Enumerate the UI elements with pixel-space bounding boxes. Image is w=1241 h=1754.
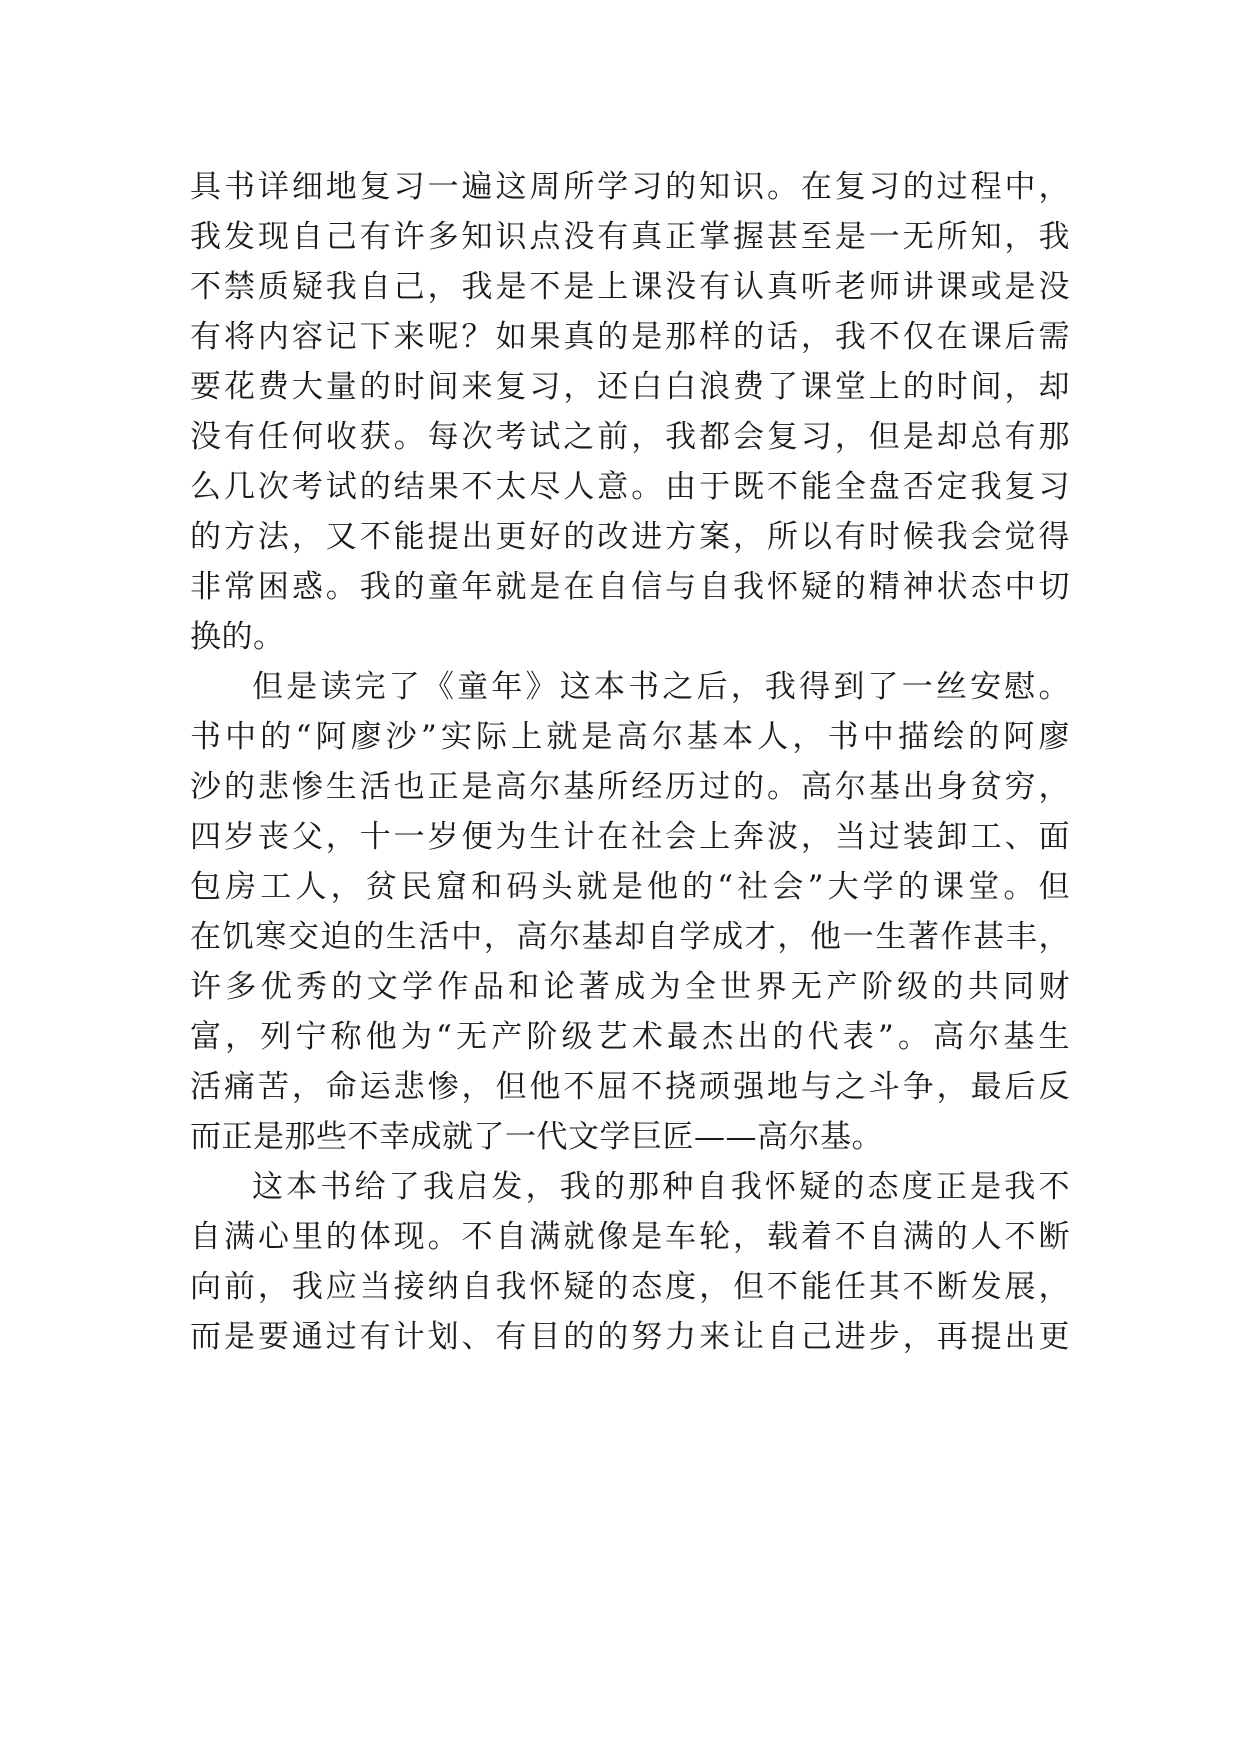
text-line: 具书详细地复习一遍这周所学习的知识。在复习的过程中， <box>190 169 1070 205</box>
text-line: 非常困惑。我的童年就是在自信与自我怀疑的精神状态中切 <box>190 569 1070 605</box>
text-line: 在饥寒交迫的生活中，高尔基却自学成才，他一生著作甚丰， <box>190 919 1070 955</box>
text-line: 活痛苦，命运悲惨，但他不屈不挠顽强地与之斗争，最后反 <box>190 1069 1070 1105</box>
text-line: 而正是那些不幸成就了一代文学巨匠——高尔基。 <box>190 1119 883 1155</box>
text-line: 的方法，又不能提出更好的改进方案，所以有时候我会觉得 <box>190 519 1070 555</box>
paragraph-start-line: 但是读完了《童年》这本书之后，我得到了一丝安慰。 <box>252 669 1070 705</box>
text-line: 不禁质疑我自己，我是不是上课没有认真听老师讲课或是没 <box>190 269 1070 305</box>
text-line: 四岁丧父，十一岁便为生计在社会上奔波，当过装卸工、面 <box>190 819 1070 855</box>
text-line: 我发现自己有许多知识点没有真正掌握甚至是一无所知，我 <box>190 219 1070 255</box>
text-line: 有将内容记下来呢？如果真的是那样的话，我不仅在课后需 <box>190 319 1070 355</box>
text-line: 换的。 <box>190 619 285 655</box>
essay-body <box>190 162 1070 1362</box>
text-line: 自满心里的体现。不自满就像是车轮，载着不自满的人不断 <box>190 1219 1070 1255</box>
text-line: 而是要通过有计划、有目的的努力来让自己进步，再提出更 <box>190 1319 1070 1355</box>
paragraph-start-line: 这本书给了我启发，我的那种自我怀疑的态度正是我不 <box>252 1169 1070 1205</box>
text-line: 沙的悲惨生活也正是高尔基所经历过的。高尔基出身贫穷， <box>190 769 1070 805</box>
text-line: 向前，我应当接纳自我怀疑的态度，但不能任其不断发展， <box>190 1269 1070 1305</box>
text-line: 书中的“阿廖沙”实际上就是高尔基本人，书中描绘的阿廖 <box>190 719 1070 755</box>
text-line: 要花费大量的时间来复习，还白白浪费了课堂上的时间，却 <box>190 369 1070 405</box>
text-line: 没有任何收获。每次考试之前，我都会复习，但是却总有那 <box>190 419 1070 455</box>
text-line: 包房工人，贫民窟和码头就是他的“社会”大学的课堂。但 <box>190 869 1070 905</box>
text-line: 许多优秀的文学作品和论著成为全世界无产阶级的共同财 <box>190 969 1070 1005</box>
text-line: 富，列宁称他为“无产阶级艺术最杰出的代表”。高尔基生 <box>190 1019 1070 1055</box>
text-line: 么几次考试的结果不太尽人意。由于既不能全盘否定我复习 <box>190 469 1070 505</box>
